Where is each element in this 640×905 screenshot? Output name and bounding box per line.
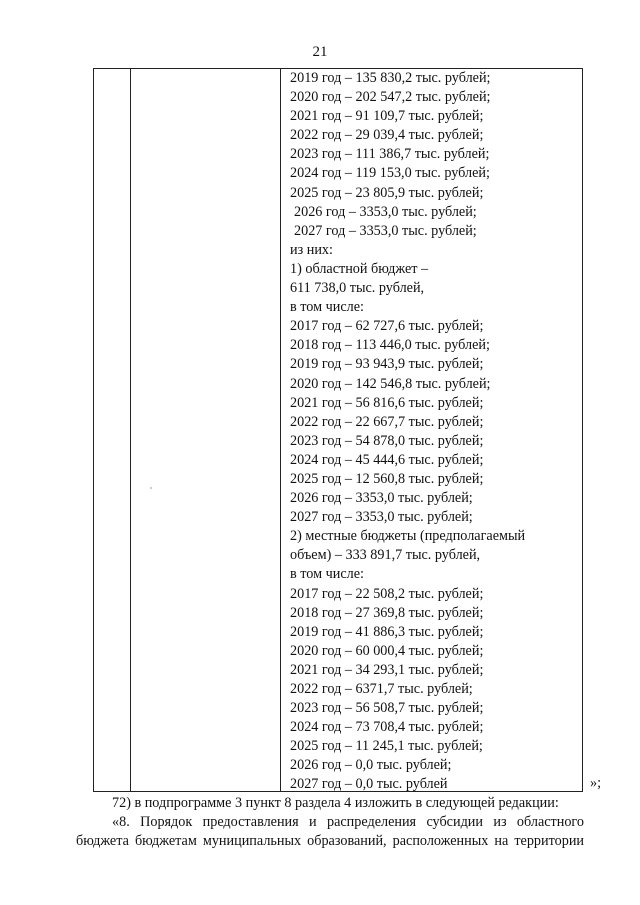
financing-table [93,68,583,792]
table-line: 2026 год – 3353,0 тыс. рублей; [294,203,477,220]
table-line: 1) областной бюджет – [290,260,429,277]
table-line: 2023 год – 54 878,0 тыс. рублей; [290,432,484,449]
table-line: 2021 год – 56 816,6 тыс. рублей; [290,394,484,411]
table-line: 2019 год – 41 886,3 тыс. рублей; [290,623,484,640]
table-column-divider-1 [130,69,131,791]
closing-quote-mark: »; [590,775,602,791]
table-line: 2026 год – 0,0 тыс. рублей; [290,757,452,774]
table-line: 2025 год – 11 245,1 тыс. рублей; [290,738,483,755]
table-line: 2020 год – 60 000,4 тыс. рублей; [290,642,484,659]
table-line: 2019 год – 93 943,9 тыс. рублей; [290,356,484,373]
table-line: 2019 год – 135 830,2 тыс. рублей; [290,70,491,86]
table-line: 2017 год – 22 508,2 тыс. рублей; [290,585,484,602]
table-line: из них: [290,241,333,258]
table-line: 2022 год – 6371,7 тыс. рублей; [290,681,473,697]
table-line: 2023 год – 56 508,7 тыс. рублей; [290,700,484,717]
table-financing-cell [290,69,580,795]
table-line: 2024 год – 45 444,6 тыс. рублей; [290,451,484,468]
table-line: 2020 год – 202 547,2 тыс. рублей; [290,89,491,106]
table-line: в том числе: [290,299,364,316]
table-line: 2023 год – 111 386,7 тыс. рублей; [290,146,490,163]
table-line: в том числе: [290,566,364,583]
table-line: объем) – 333 891,7 тыс. рублей, [290,547,481,564]
scan-speck [150,487,152,489]
page-number: 21 [312,44,328,60]
table-line: 2025 год – 23 805,9 тыс. рублей; [290,184,484,201]
table-line: 2021 год – 34 293,1 тыс. рублей; [290,661,484,678]
table-line: 2024 год – 73 708,4 тыс. рублей; [290,719,484,736]
amendment-paragraph: 72) в подпрограмме 3 пункт 8 раздела 4 изложить в следующей редакции: [112,795,559,811]
table-line: 2027 год – 0,0 тыс. рублей [290,776,448,793]
table-line: 2020 год – 142 546,8 тыс. рублей; [290,375,491,392]
section-heading-line: бюджета бюджетам муниципальных образований, расположенных на территории [76,833,584,849]
table-line: 2022 год – 29 039,4 тыс. рублей; [290,127,484,144]
table-line: 2018 год – 113 446,0 тыс. рублей; [290,337,490,354]
table-line: 2017 год – 62 727,6 тыс. рублей; [290,318,484,335]
table-line: 2018 год – 27 369,8 тыс. рублей; [290,604,484,621]
table-line: 2) местные бюджеты (предполагаемый [290,528,526,545]
table-line: 2022 год – 22 667,7 тыс. рублей; [290,413,484,430]
section-heading-line: «8. Порядок предоставления и распределения субсидии из областного [112,814,584,830]
table-line: 2021 год – 91 109,7 тыс. рублей; [290,108,484,125]
table-line: 2025 год – 12 560,8 тыс. рублей; [290,470,484,487]
table-line: 2024 год – 119 153,0 тыс. рублей; [290,165,490,182]
table-line: 2026 год – 3353,0 тыс. рублей; [290,490,473,507]
table-line: 611 738,0 тыс. рублей, [290,280,425,297]
table-line: 2027 год – 3353,0 тыс. рублей; [290,509,473,526]
table-column-divider-2 [280,69,281,791]
table-line: 2027 год – 3353,0 тыс. рублей; [294,222,477,239]
